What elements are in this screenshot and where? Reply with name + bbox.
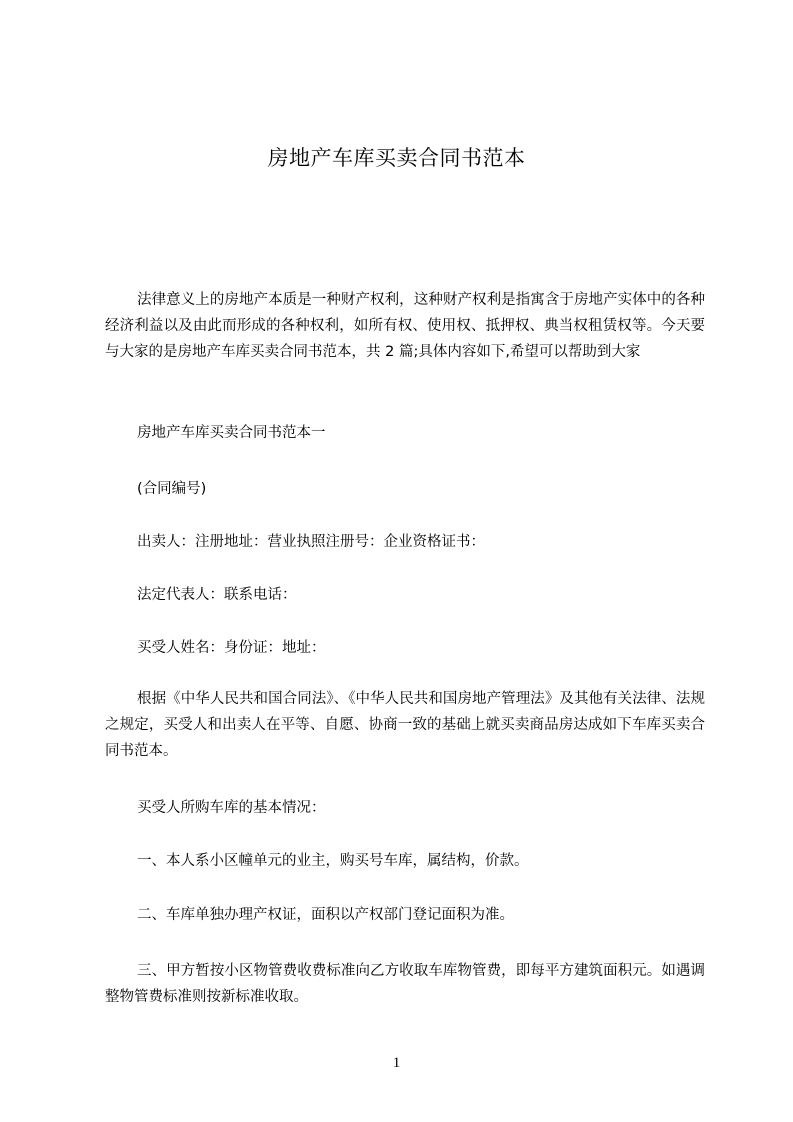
clause-two: 二、车库单独办理产权证，面积以产权部门登记面积为准。 — [137, 907, 514, 923]
clause-three: 三、甲方暂按小区物管费收费标准向乙方收取车库物管费，即每平方建筑面积元。如遇调整物管费标准则按新标准收取。 — [105, 963, 705, 1005]
clause-one: 一、本人系小区幢单元的业主，购买号车库，属结构，价款。 — [137, 853, 529, 869]
garage-basic-info-heading: 买受人所购车库的基本情况： — [137, 800, 326, 816]
legal-basis-paragraph: 根据《中华人民共和国合同法》、《中华人民共和国房地产管理法》及其他有关法律、法规之规定，买受人和出卖人在平等、自愿、协商一致的基础上就买卖商品房达成如下车库买卖合同书范本。 — [105, 691, 705, 759]
intro-paragraph: 法律意义上的房地产本质是一种财产权利，这种财产权利是指寓含于房地产实体中的各种经济利益以及由此而形成的各种权利，如所有权、使用权、抵押权、典当权租赁权等。今天要与大家的是房地产车库买卖合同书范本，共 2 篇;具体内容如下,希望可以帮助到大家 — [105, 292, 705, 360]
buyer-info: 买受人姓名：身份证：地址： — [137, 640, 326, 656]
contract-number: (合同编号) — [137, 481, 207, 497]
document-title: 房地产车库买卖合同书范本 — [267, 146, 526, 170]
page-number: 1 — [392, 1055, 401, 1071]
legal-representative: 法定代表人：联系电话： — [137, 587, 297, 603]
section-heading: 房地产车库买卖合同书范本一 — [137, 425, 326, 441]
seller-info: 出卖人：注册地址：营业执照注册号：企业资格证书： — [137, 534, 485, 550]
